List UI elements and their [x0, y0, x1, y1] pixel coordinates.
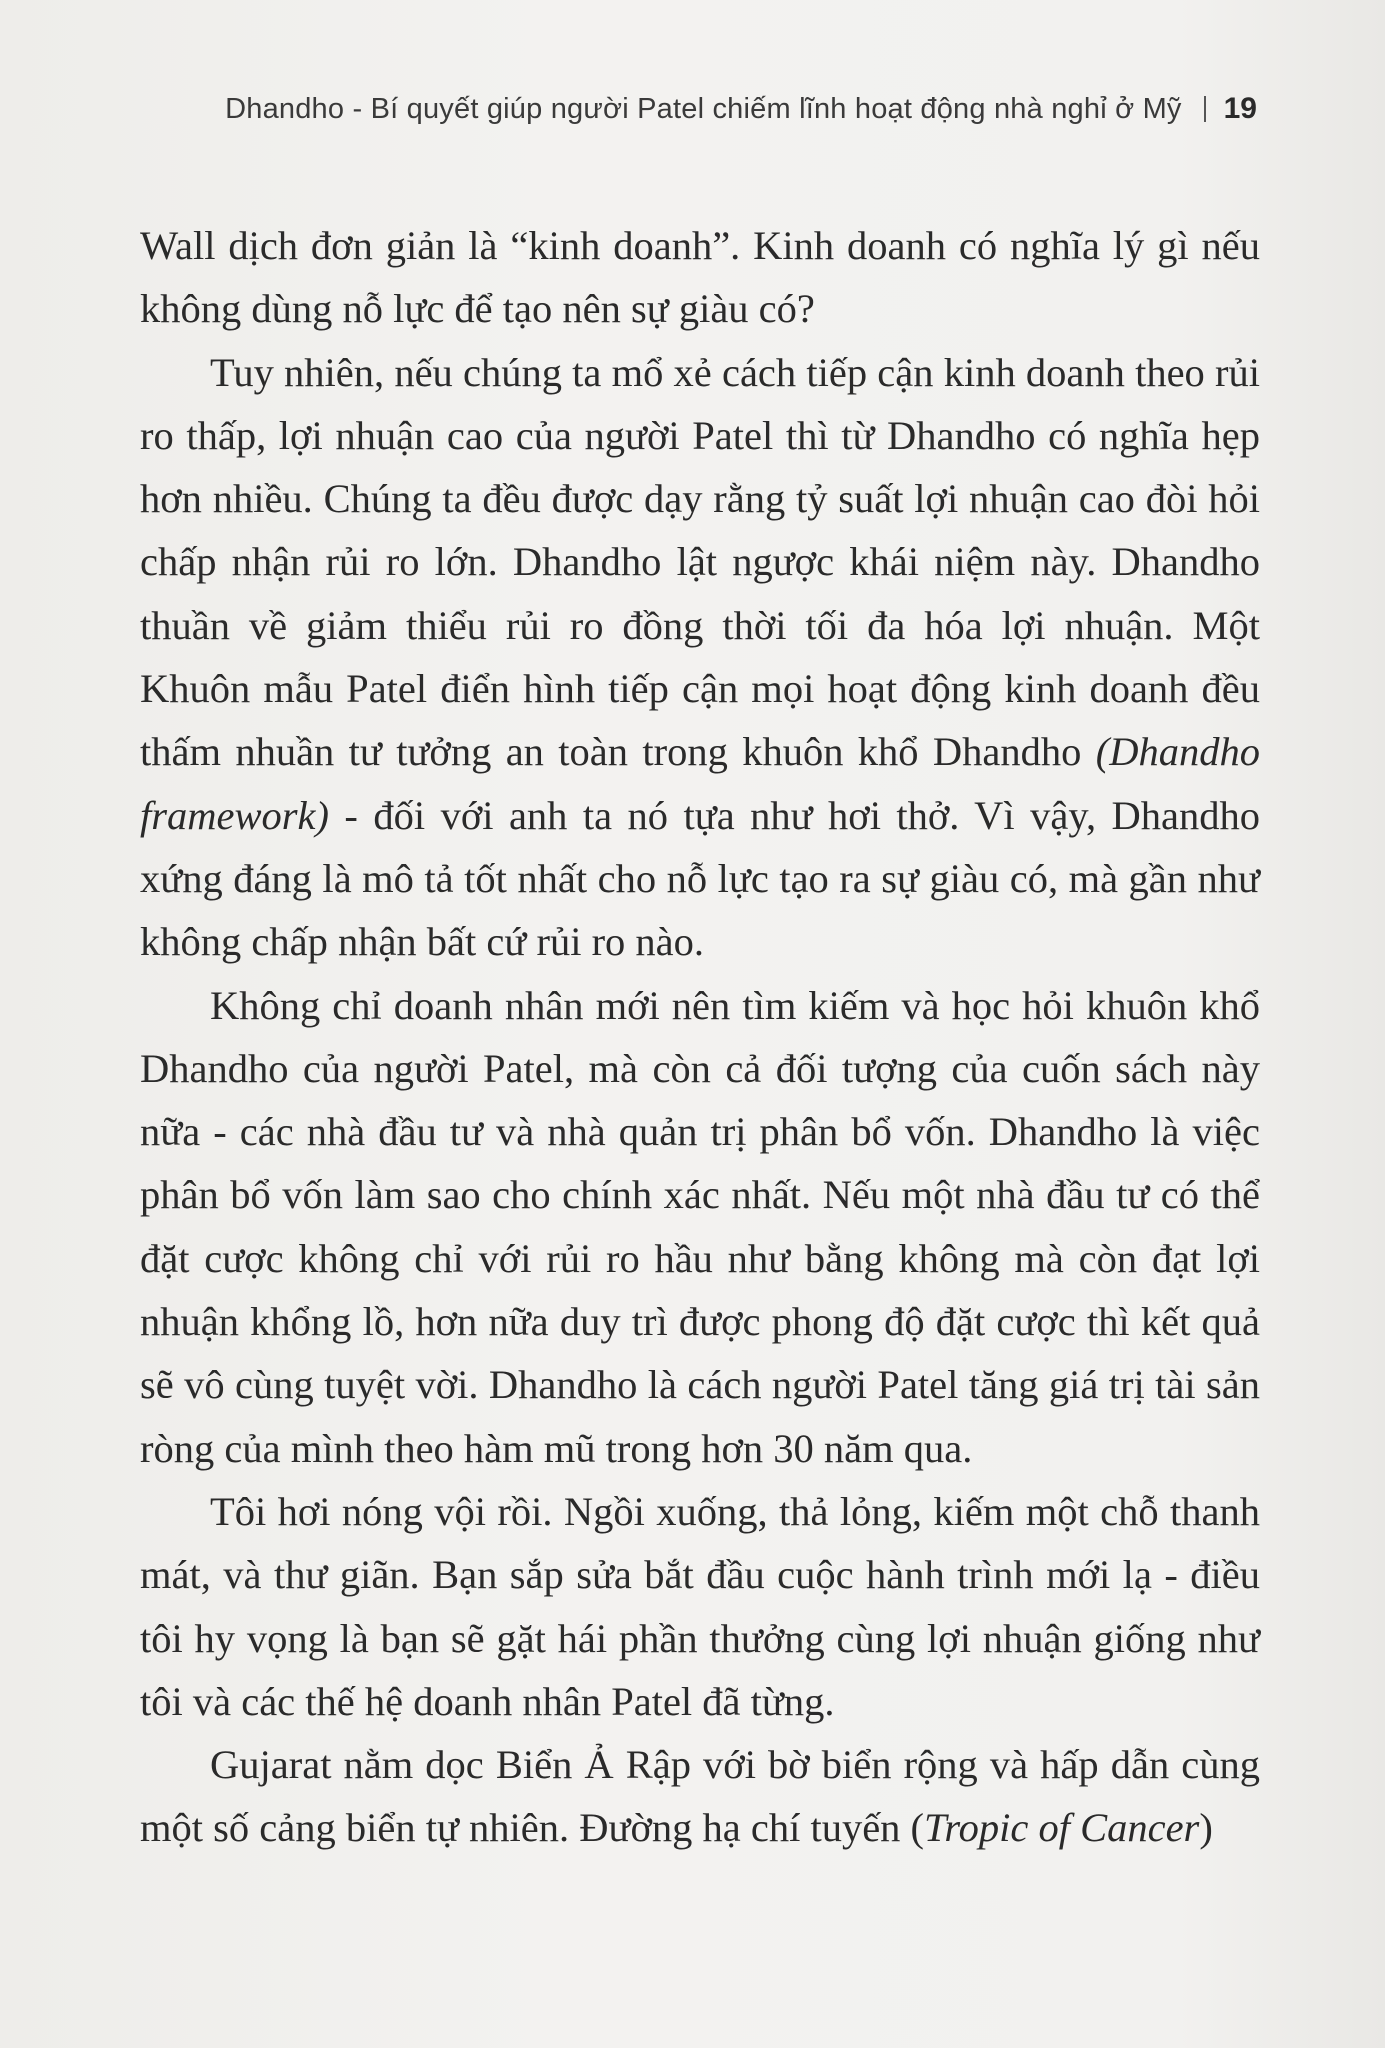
paragraph-4: Tôi hơi nóng vội rồi. Ngồi xuống, thả lỏng, kiếm một chỗ thanh mát, và thư giãn. Bạn sắp sửa bắt đầu cuộc hành trình mới lạ - điều tôi hy vọng là bạn sẽ gặt hái phần thưởng cùng lợi nhuận giống như tôi và các thế hệ doanh nhân Patel đã từng.	[140, 1488, 1260, 1724]
paragraph-1: Wall dịch đơn giản là “kinh doanh”. Kinh doanh có nghĩa lý gì nếu không dùng nỗ lực để tạo nên sự giàu có?	[140, 223, 1260, 332]
paragraph-2	[140, 341, 1260, 974]
paragraph-5-part-1: Gujarat nằm dọc Biển Ả Rập với bờ biển rộng và hấp dẫn cùng một số cảng biển tự nhiên. Đường hạ chí tuyến (	[140, 1742, 1260, 1851]
running-title: Dhandho - Bí quyết giúp người Patel chiếm lĩnh hoạt động nhà nghỉ ở Mỹ	[225, 92, 1182, 125]
paragraph-2-italic-term: (Dhandho framework)	[140, 729, 1260, 838]
paragraph-5	[140, 1733, 1260, 1860]
header-separator	[1204, 96, 1206, 122]
paragraph-5-italic-term: Tropic of Cancer	[924, 1805, 1200, 1851]
paragraph-2-part-1: Tuy nhiên, nếu chúng ta mổ xẻ cách tiếp cận kinh doanh theo rủi ro thấp, lợi nhuận cao của người Patel thì từ Dhandho có nghĩa hẹp hơn nhiều. Chúng ta đều được dạy rằng tỷ suất lợi nhuận cao đòi hỏi chấp nhận rủi ro lớn. Dhandho lật ngược khái niệm này. Dhandho thuần về giảm thiểu rủi ro đồng thời tối đa hóa lợi nhuận. Một Khuôn mẫu Patel điển hình tiếp cận mọi hoạt động kinh doanh đều thấm nhuần tư tưởng an toàn trong khuôn khổ Dhandho	[140, 349, 1260, 775]
paragraph-2-part-2: - đối với anh ta nó tựa như hơi thở. Vì vậy, Dhandho xứng đáng là mô tả tốt nhất cho nỗ lực tạo ra sự giàu có, mà gần như không chấp nhận bất cứ rủi ro nào.	[140, 792, 1260, 965]
page-number: 19	[1223, 92, 1257, 125]
running-header	[225, 92, 1257, 126]
body-text	[140, 214, 1260, 1860]
paragraph-3: Không chỉ doanh nhân mới nên tìm kiếm và học hỏi khuôn khổ Dhandho của người Patel, mà còn cả đối tượng của cuốn sách này nữa - các nhà đầu tư và nhà quản trị phân bổ vốn. Dhandho là việc phân bổ vốn làm sao cho chính xác nhất. Nếu một nhà đầu tư có thể đặt cược không chỉ với rủi ro hầu như bằng không mà còn đạt lợi nhuận khổng lồ, hơn nữa duy trì được phong độ đặt cược thì kết quả sẽ vô cùng tuyệt vời. Dhandho là cách người Patel tăng giá trị tài sản ròng của mình theo hàm mũ trong hơn 30 năm qua.	[140, 982, 1260, 1471]
paragraph-5-part-2: )	[1199, 1805, 1213, 1851]
